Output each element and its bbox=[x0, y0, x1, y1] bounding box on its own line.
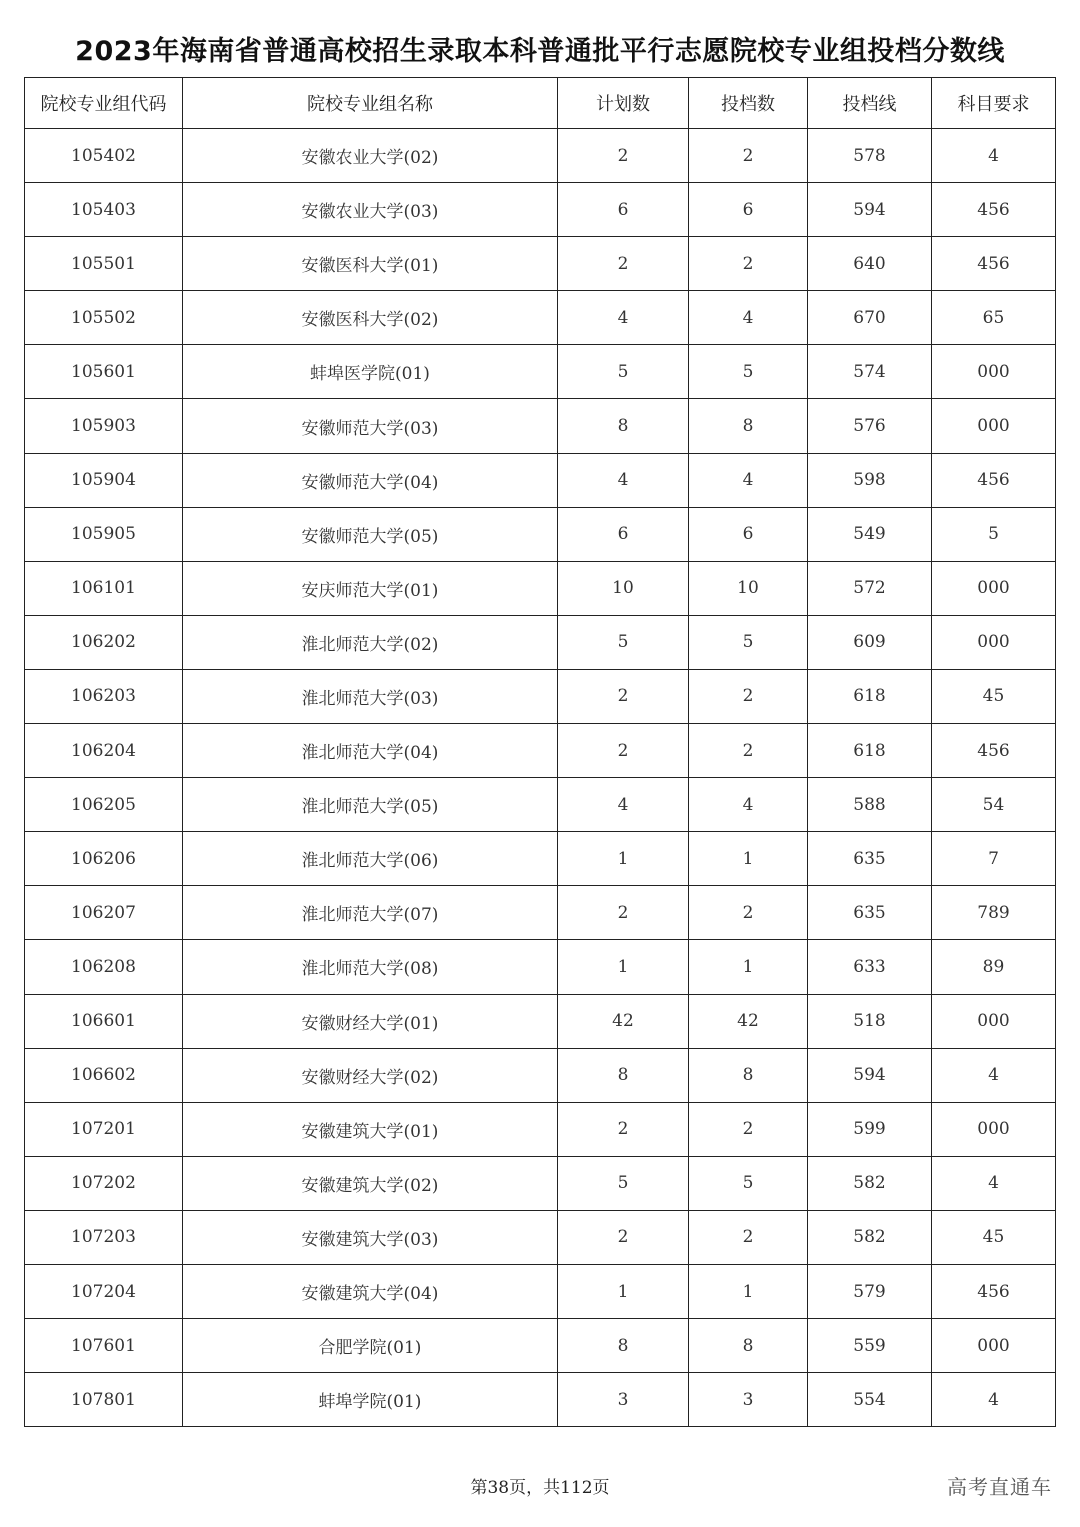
cell-group-code: 107201 bbox=[25, 1102, 183, 1156]
cell-subject-requirement: 000 bbox=[932, 561, 1056, 615]
cell-filed-count: 5 bbox=[689, 1156, 808, 1210]
cell-group-code: 106601 bbox=[25, 994, 183, 1048]
cell-plan-count: 2 bbox=[558, 669, 689, 723]
cell-filing-score: 618 bbox=[808, 724, 932, 778]
cell-group-name: 安徽师范大学(05) bbox=[183, 507, 558, 561]
table-row bbox=[25, 1102, 1056, 1156]
cell-plan-count: 2 bbox=[558, 1210, 689, 1264]
cell-filing-score: 598 bbox=[808, 453, 932, 507]
cell-group-code: 105601 bbox=[25, 345, 183, 399]
cell-subject-requirement: 456 bbox=[932, 453, 1056, 507]
cell-filed-count: 6 bbox=[689, 507, 808, 561]
cell-subject-requirement: 000 bbox=[932, 1319, 1056, 1373]
cell-filed-count: 1 bbox=[689, 832, 808, 886]
cell-group-name: 安徽师范大学(04) bbox=[183, 453, 558, 507]
cell-filing-score: 594 bbox=[808, 183, 932, 237]
cell-group-name: 安徽医科大学(01) bbox=[183, 237, 558, 291]
cell-filing-score: 574 bbox=[808, 345, 932, 399]
cell-group-name: 安徽财经大学(01) bbox=[183, 994, 558, 1048]
header-filed-count: 投档数 bbox=[689, 78, 808, 129]
cell-group-code: 105403 bbox=[25, 183, 183, 237]
table-row bbox=[25, 453, 1056, 507]
cell-plan-count: 1 bbox=[558, 1264, 689, 1318]
cell-group-name: 安徽建筑大学(03) bbox=[183, 1210, 558, 1264]
cell-group-name: 安徽建筑大学(01) bbox=[183, 1102, 558, 1156]
cell-group-code: 106602 bbox=[25, 1048, 183, 1102]
cell-filed-count: 4 bbox=[689, 453, 808, 507]
cell-plan-count: 4 bbox=[558, 291, 689, 345]
cell-filed-count: 5 bbox=[689, 615, 808, 669]
cell-filed-count: 8 bbox=[689, 1048, 808, 1102]
cell-filing-score: 633 bbox=[808, 940, 932, 994]
cell-group-code: 105904 bbox=[25, 453, 183, 507]
cell-plan-count: 2 bbox=[558, 129, 689, 183]
cell-group-name: 蚌埠医学院(01) bbox=[183, 345, 558, 399]
cell-group-code: 105402 bbox=[25, 129, 183, 183]
cell-filed-count: 2 bbox=[689, 886, 808, 940]
cell-group-code: 106205 bbox=[25, 778, 183, 832]
cell-filed-count: 1 bbox=[689, 940, 808, 994]
cell-subject-requirement: 000 bbox=[932, 399, 1056, 453]
cell-plan-count: 2 bbox=[558, 886, 689, 940]
cell-filing-score: 599 bbox=[808, 1102, 932, 1156]
cell-filing-score: 559 bbox=[808, 1319, 932, 1373]
cell-group-name: 安徽师范大学(03) bbox=[183, 399, 558, 453]
table-row bbox=[25, 778, 1056, 832]
cell-group-code: 106203 bbox=[25, 669, 183, 723]
table-row bbox=[25, 886, 1056, 940]
cell-filed-count: 6 bbox=[689, 183, 808, 237]
cell-plan-count: 5 bbox=[558, 1156, 689, 1210]
cell-subject-requirement: 456 bbox=[932, 1264, 1056, 1318]
table-body bbox=[25, 129, 1056, 1427]
table-row bbox=[25, 724, 1056, 778]
cell-group-name: 安徽建筑大学(02) bbox=[183, 1156, 558, 1210]
cell-plan-count: 8 bbox=[558, 1048, 689, 1102]
cell-group-name: 淮北师范大学(03) bbox=[183, 669, 558, 723]
cell-group-code: 106204 bbox=[25, 724, 183, 778]
cell-plan-count: 2 bbox=[558, 724, 689, 778]
cell-filing-score: 572 bbox=[808, 561, 932, 615]
cell-plan-count: 42 bbox=[558, 994, 689, 1048]
table-header-row bbox=[25, 78, 1056, 129]
cell-subject-requirement: 89 bbox=[932, 940, 1056, 994]
cell-group-code: 106207 bbox=[25, 886, 183, 940]
cell-filed-count: 2 bbox=[689, 669, 808, 723]
cell-filing-score: 554 bbox=[808, 1373, 932, 1427]
cell-filing-score: 640 bbox=[808, 237, 932, 291]
table-row bbox=[25, 399, 1056, 453]
cell-subject-requirement: 000 bbox=[932, 994, 1056, 1048]
cell-plan-count: 10 bbox=[558, 561, 689, 615]
cell-filed-count: 3 bbox=[689, 1373, 808, 1427]
cell-subject-requirement: 45 bbox=[932, 1210, 1056, 1264]
cell-filed-count: 1 bbox=[689, 1264, 808, 1318]
cell-group-name: 淮北师范大学(06) bbox=[183, 832, 558, 886]
cell-group-code: 107601 bbox=[25, 1319, 183, 1373]
header-plan-count: 计划数 bbox=[558, 78, 689, 129]
watermark-text: 高考直通车 bbox=[947, 1475, 1052, 1499]
cell-filing-score: 618 bbox=[808, 669, 932, 723]
cell-filed-count: 8 bbox=[689, 399, 808, 453]
cell-plan-count: 1 bbox=[558, 832, 689, 886]
cell-group-code: 107204 bbox=[25, 1264, 183, 1318]
header-filing-score: 投档线 bbox=[808, 78, 932, 129]
cell-group-name: 淮北师范大学(04) bbox=[183, 724, 558, 778]
cell-plan-count: 2 bbox=[558, 237, 689, 291]
cell-group-name: 淮北师范大学(02) bbox=[183, 615, 558, 669]
cell-group-code: 106206 bbox=[25, 832, 183, 886]
cell-group-code: 105502 bbox=[25, 291, 183, 345]
header-group-name: 院校专业组名称 bbox=[183, 78, 558, 129]
cell-filing-score: 582 bbox=[808, 1210, 932, 1264]
score-table bbox=[24, 77, 1056, 1427]
cell-filing-score: 578 bbox=[808, 129, 932, 183]
cell-filing-score: 518 bbox=[808, 994, 932, 1048]
cell-filed-count: 2 bbox=[689, 237, 808, 291]
cell-filed-count: 5 bbox=[689, 345, 808, 399]
cell-filed-count: 2 bbox=[689, 1210, 808, 1264]
table-row bbox=[25, 1319, 1056, 1373]
cell-subject-requirement: 65 bbox=[932, 291, 1056, 345]
cell-filed-count: 8 bbox=[689, 1319, 808, 1373]
cell-subject-requirement: 7 bbox=[932, 832, 1056, 886]
cell-filed-count: 4 bbox=[689, 778, 808, 832]
cell-subject-requirement: 54 bbox=[932, 778, 1056, 832]
page-title: 2023年海南省普通高校招生录取本科普通批平行志愿院校专业组投档分数线 bbox=[75, 36, 1005, 67]
cell-filing-score: 609 bbox=[808, 615, 932, 669]
table-row bbox=[25, 183, 1056, 237]
cell-filing-score: 635 bbox=[808, 832, 932, 886]
cell-plan-count: 6 bbox=[558, 507, 689, 561]
cell-group-name: 安庆师范大学(01) bbox=[183, 561, 558, 615]
cell-filing-score: 635 bbox=[808, 886, 932, 940]
cell-plan-count: 8 bbox=[558, 399, 689, 453]
cell-plan-count: 2 bbox=[558, 1102, 689, 1156]
cell-group-name: 安徽财经大学(02) bbox=[183, 1048, 558, 1102]
cell-subject-requirement: 4 bbox=[932, 1048, 1056, 1102]
cell-filing-score: 579 bbox=[808, 1264, 932, 1318]
table-row bbox=[25, 1210, 1056, 1264]
cell-group-code: 105903 bbox=[25, 399, 183, 453]
cell-plan-count: 4 bbox=[558, 453, 689, 507]
cell-group-name: 安徽农业大学(02) bbox=[183, 129, 558, 183]
cell-plan-count: 3 bbox=[558, 1373, 689, 1427]
cell-filed-count: 2 bbox=[689, 1102, 808, 1156]
cell-filed-count: 42 bbox=[689, 994, 808, 1048]
cell-group-code: 107202 bbox=[25, 1156, 183, 1210]
cell-plan-count: 8 bbox=[558, 1319, 689, 1373]
cell-group-name: 安徽建筑大学(04) bbox=[183, 1264, 558, 1318]
cell-subject-requirement: 789 bbox=[932, 886, 1056, 940]
table-row bbox=[25, 237, 1056, 291]
cell-subject-requirement: 000 bbox=[932, 1102, 1056, 1156]
cell-subject-requirement: 4 bbox=[932, 1156, 1056, 1210]
table-row bbox=[25, 940, 1056, 994]
cell-group-name: 淮北师范大学(08) bbox=[183, 940, 558, 994]
cell-group-code: 106208 bbox=[25, 940, 183, 994]
cell-group-name: 淮北师范大学(05) bbox=[183, 778, 558, 832]
cell-subject-requirement: 456 bbox=[932, 237, 1056, 291]
cell-filed-count: 10 bbox=[689, 561, 808, 615]
page-number: 第38页，共112页 bbox=[470, 1478, 610, 1498]
cell-filed-count: 4 bbox=[689, 291, 808, 345]
cell-filing-score: 670 bbox=[808, 291, 932, 345]
table-row bbox=[25, 345, 1056, 399]
cell-subject-requirement: 000 bbox=[932, 615, 1056, 669]
table-row bbox=[25, 1156, 1056, 1210]
cell-plan-count: 5 bbox=[558, 345, 689, 399]
cell-filed-count: 2 bbox=[689, 129, 808, 183]
table-row bbox=[25, 1048, 1056, 1102]
cell-subject-requirement: 5 bbox=[932, 507, 1056, 561]
cell-subject-requirement: 4 bbox=[932, 1373, 1056, 1427]
cell-group-name: 淮北师范大学(07) bbox=[183, 886, 558, 940]
cell-filing-score: 576 bbox=[808, 399, 932, 453]
cell-plan-count: 5 bbox=[558, 615, 689, 669]
cell-group-code: 106202 bbox=[25, 615, 183, 669]
cell-filing-score: 594 bbox=[808, 1048, 932, 1102]
cell-group-code: 105905 bbox=[25, 507, 183, 561]
table-row bbox=[25, 615, 1056, 669]
cell-filing-score: 549 bbox=[808, 507, 932, 561]
cell-subject-requirement: 45 bbox=[932, 669, 1056, 723]
cell-group-name: 安徽医科大学(02) bbox=[183, 291, 558, 345]
cell-plan-count: 6 bbox=[558, 183, 689, 237]
cell-plan-count: 1 bbox=[558, 940, 689, 994]
cell-group-name: 蚌埠学院(01) bbox=[183, 1373, 558, 1427]
cell-group-name: 合肥学院(01) bbox=[183, 1319, 558, 1373]
cell-filing-score: 582 bbox=[808, 1156, 932, 1210]
cell-group-code: 107203 bbox=[25, 1210, 183, 1264]
cell-subject-requirement: 000 bbox=[932, 345, 1056, 399]
cell-subject-requirement: 456 bbox=[932, 724, 1056, 778]
table-row bbox=[25, 1373, 1056, 1427]
table-row bbox=[25, 832, 1056, 886]
table-row bbox=[25, 129, 1056, 183]
cell-group-code: 107801 bbox=[25, 1373, 183, 1427]
cell-subject-requirement: 456 bbox=[932, 183, 1056, 237]
table-row bbox=[25, 507, 1056, 561]
cell-group-name: 安徽农业大学(03) bbox=[183, 183, 558, 237]
table-row bbox=[25, 291, 1056, 345]
table-row bbox=[25, 1264, 1056, 1318]
cell-filing-score: 588 bbox=[808, 778, 932, 832]
cell-plan-count: 4 bbox=[558, 778, 689, 832]
cell-subject-requirement: 4 bbox=[932, 129, 1056, 183]
cell-group-code: 105501 bbox=[25, 237, 183, 291]
cell-group-code: 106101 bbox=[25, 561, 183, 615]
table-row bbox=[25, 561, 1056, 615]
table-row bbox=[25, 669, 1056, 723]
header-group-code: 院校专业组代码 bbox=[25, 78, 183, 129]
table-row bbox=[25, 994, 1056, 1048]
header-subject-requirement: 科目要求 bbox=[932, 78, 1056, 129]
cell-filed-count: 2 bbox=[689, 724, 808, 778]
